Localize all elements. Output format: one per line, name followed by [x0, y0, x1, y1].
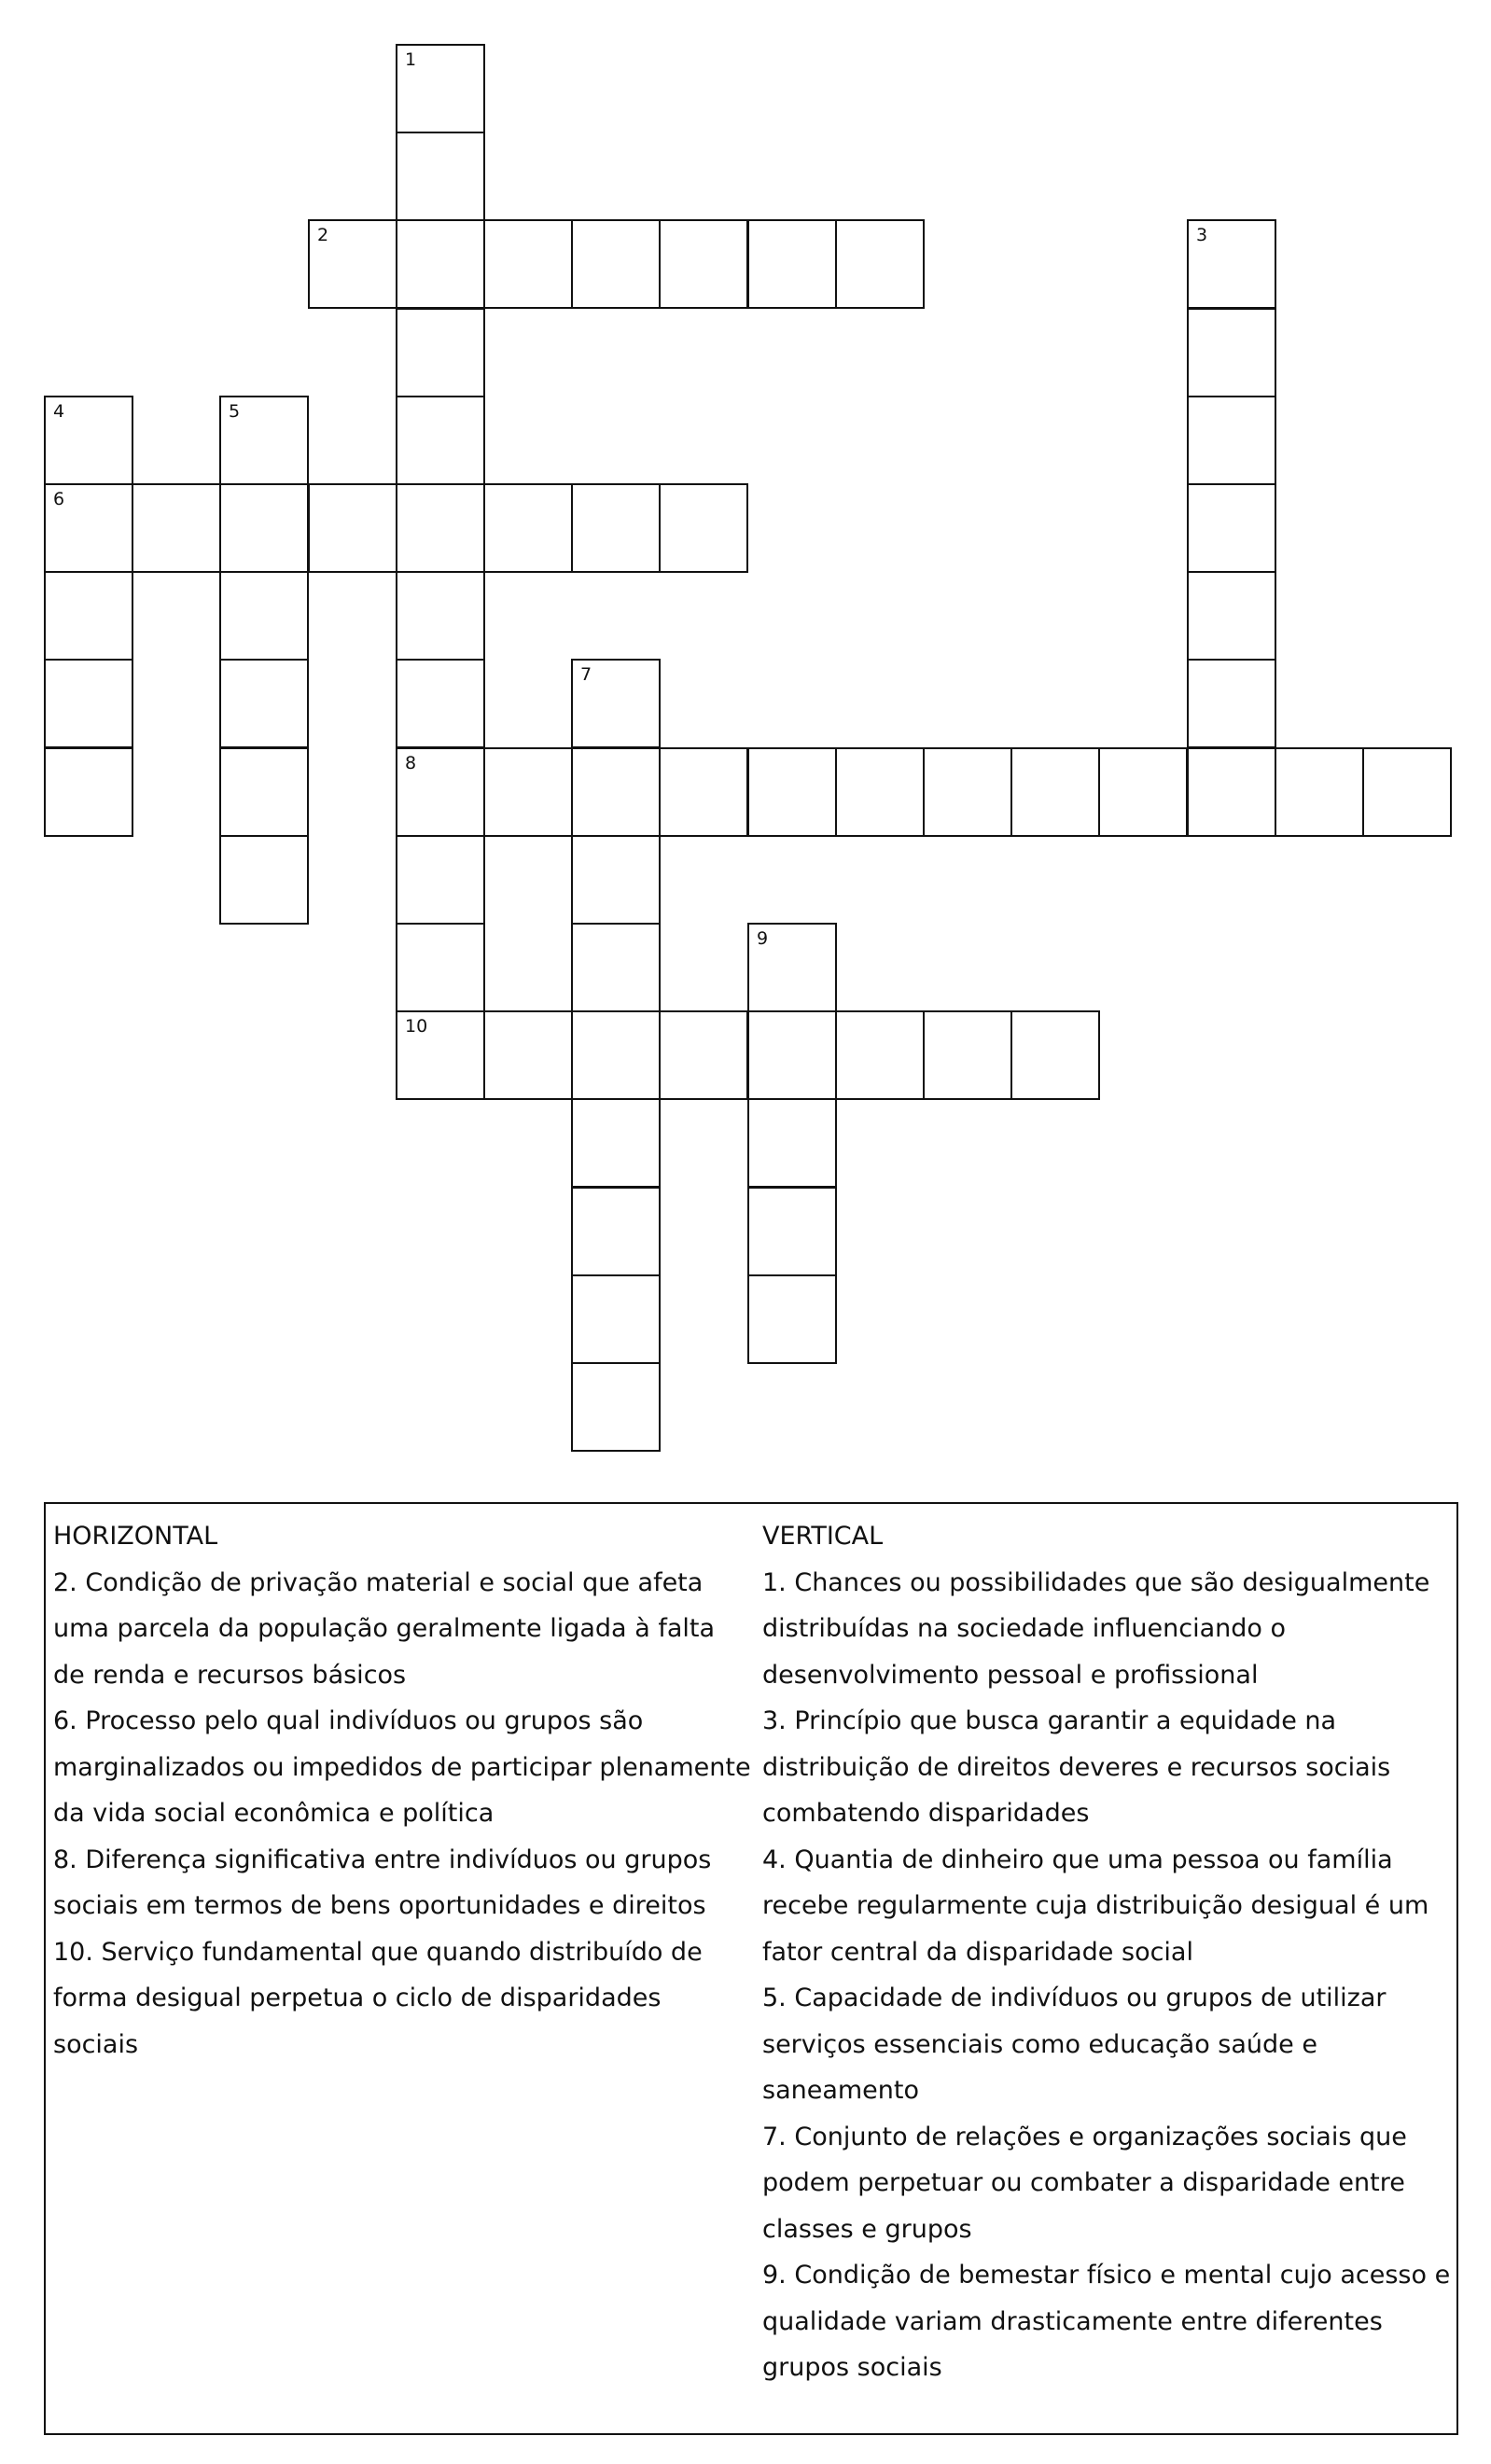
- grid-cell[interactable]: [44, 483, 133, 573]
- grid-cell[interactable]: [747, 219, 837, 309]
- grid-cell[interactable]: [44, 659, 133, 748]
- grid-cell[interactable]: [483, 219, 573, 309]
- grid-cell[interactable]: [308, 483, 397, 573]
- grid-cell[interactable]: [396, 571, 485, 661]
- grid-cell[interactable]: [571, 659, 661, 748]
- grid-cell[interactable]: [219, 571, 309, 661]
- grid-cell[interactable]: [571, 1274, 661, 1364]
- across-heading: HORIZONTAL: [53, 1522, 218, 1551]
- grid-cell[interactable]: [571, 1362, 661, 1452]
- grid-cell[interactable]: [747, 1274, 837, 1364]
- grid-cell[interactable]: [747, 747, 837, 837]
- grid-cell[interactable]: [571, 219, 661, 309]
- grid-cell[interactable]: [923, 1010, 1012, 1100]
- clue-number: 6: [53, 489, 65, 509]
- across-clues-column: [53, 1513, 753, 2067]
- clue-number: 7: [580, 664, 592, 685]
- grid-cell[interactable]: [1187, 396, 1276, 485]
- clue-number: 8: [405, 753, 417, 773]
- grid-cell[interactable]: [219, 835, 309, 925]
- across-clue-10: 10. Serviço fundamental que quando distribuído de forma desigual perpetua o ciclo de disparidades sociais: [53, 1937, 703, 2059]
- grid-cell[interactable]: [571, 1187, 661, 1276]
- grid-cell[interactable]: [396, 483, 485, 573]
- grid-cell[interactable]: [396, 659, 485, 748]
- grid-cell[interactable]: [396, 1010, 485, 1100]
- grid-cell[interactable]: [571, 747, 661, 837]
- clue-number: 2: [317, 225, 329, 245]
- grid-cell[interactable]: [308, 219, 397, 309]
- grid-cell[interactable]: [396, 747, 485, 837]
- grid-cell[interactable]: [835, 219, 925, 309]
- grid-cell[interactable]: [747, 1010, 837, 1100]
- grid-cell[interactable]: [571, 835, 661, 925]
- grid-cell[interactable]: [659, 1010, 748, 1100]
- clue-number: 10: [405, 1016, 428, 1037]
- grid-cell[interactable]: [571, 1010, 661, 1100]
- clue-number: 1: [405, 49, 417, 70]
- down-clue-5: 5. Capacidade de indivíduos ou grupos de utilizar serviços essenciais como educação saúde e saneamento: [762, 1984, 1386, 2105]
- grid-cell[interactable]: [1362, 747, 1452, 837]
- grid-cell[interactable]: [1098, 747, 1188, 837]
- grid-cell[interactable]: [1187, 747, 1276, 837]
- grid-cell[interactable]: [483, 1010, 573, 1100]
- grid-cell[interactable]: [219, 659, 309, 748]
- grid-cell[interactable]: [44, 747, 133, 837]
- grid-cell[interactable]: [747, 1098, 837, 1188]
- grid-cell[interactable]: [219, 483, 309, 573]
- grid-cell[interactable]: [747, 923, 837, 1012]
- grid-cell[interactable]: [923, 747, 1012, 837]
- down-clue-3: 3. Princípio que busca garantir a equidade na distribuição de direitos deveres e recursos sociais combatendo disparidades: [762, 1706, 1391, 1828]
- grid-cell[interactable]: [835, 747, 925, 837]
- grid-cell[interactable]: [1187, 571, 1276, 661]
- grid-cell[interactable]: [1275, 747, 1364, 837]
- grid-cell[interactable]: [219, 747, 309, 837]
- grid-cell[interactable]: [659, 483, 748, 573]
- grid-cell[interactable]: [571, 1098, 661, 1188]
- clue-number: 5: [229, 401, 241, 422]
- grid-cell[interactable]: [132, 483, 221, 573]
- across-clue-8: 8. Diferença significativa entre indivíduos ou grupos sociais em termos de bens oportunidades e direitos: [53, 1845, 712, 1920]
- grid-cell[interactable]: [396, 308, 485, 397]
- grid-cell[interactable]: [483, 483, 573, 573]
- clue-number: 9: [757, 928, 769, 949]
- grid-cell[interactable]: [1187, 308, 1276, 397]
- grid-cell[interactable]: [219, 396, 309, 485]
- grid-cell[interactable]: [659, 747, 748, 837]
- clue-box: [44, 1502, 1458, 2435]
- grid-cell[interactable]: [396, 923, 485, 1012]
- grid-cell[interactable]: [396, 44, 485, 133]
- grid-cell[interactable]: [44, 396, 133, 485]
- grid-cell[interactable]: [1187, 659, 1276, 748]
- grid-cell[interactable]: [396, 219, 485, 309]
- grid-cell[interactable]: [659, 219, 748, 309]
- clue-number: 4: [53, 401, 65, 422]
- across-clue-2: 2. Condição de privação material e social que afeta uma parcela da população geralmente ligada à falta de renda e recursos básicos: [53, 1567, 716, 1690]
- grid-cell[interactable]: [1010, 1010, 1100, 1100]
- grid-cell[interactable]: [1010, 747, 1100, 837]
- across-clue-6: 6. Processo pelo qual indivíduos ou grupos são marginalizados ou impedidos de participar plenamente da vida social econômica e política: [53, 1706, 751, 1828]
- down-clue-1: 1. Chances ou possibilidades que são desigualmente distribuídas na sociedade influenciando o desenvolvimento pessoal e profissional: [762, 1567, 1430, 1690]
- grid-cell[interactable]: [483, 747, 573, 837]
- down-clue-4: 4. Quantia de dinheiro que uma pessoa ou família recebe regularmente cuja distribuição desigual é um fator central da disparidade social: [762, 1845, 1429, 1967]
- grid-cell[interactable]: [44, 571, 133, 661]
- down-clue-9: 9. Condição de bemestar físico e mental cujo acesso e qualidade variam drasticamente entre diferentes grupos sociais: [762, 2261, 1451, 2382]
- grid-cell[interactable]: [396, 132, 485, 221]
- down-heading: VERTICAL: [762, 1522, 884, 1551]
- grid-cell[interactable]: [1187, 483, 1276, 573]
- grid-cell[interactable]: [396, 835, 485, 925]
- grid-cell[interactable]: [835, 1010, 925, 1100]
- grid-cell[interactable]: [1187, 219, 1276, 309]
- grid-cell[interactable]: [747, 1187, 837, 1276]
- grid-cell[interactable]: [571, 923, 661, 1012]
- grid-cell[interactable]: [396, 396, 485, 485]
- grid-cell[interactable]: [571, 483, 661, 573]
- clue-number: 3: [1196, 225, 1208, 245]
- down-clue-7: 7. Conjunto de relações e organizações sociais que podem perpetuar ou combater a disparidade entre classes e grupos: [762, 2122, 1407, 2244]
- down-clues-column: [762, 1513, 1453, 2391]
